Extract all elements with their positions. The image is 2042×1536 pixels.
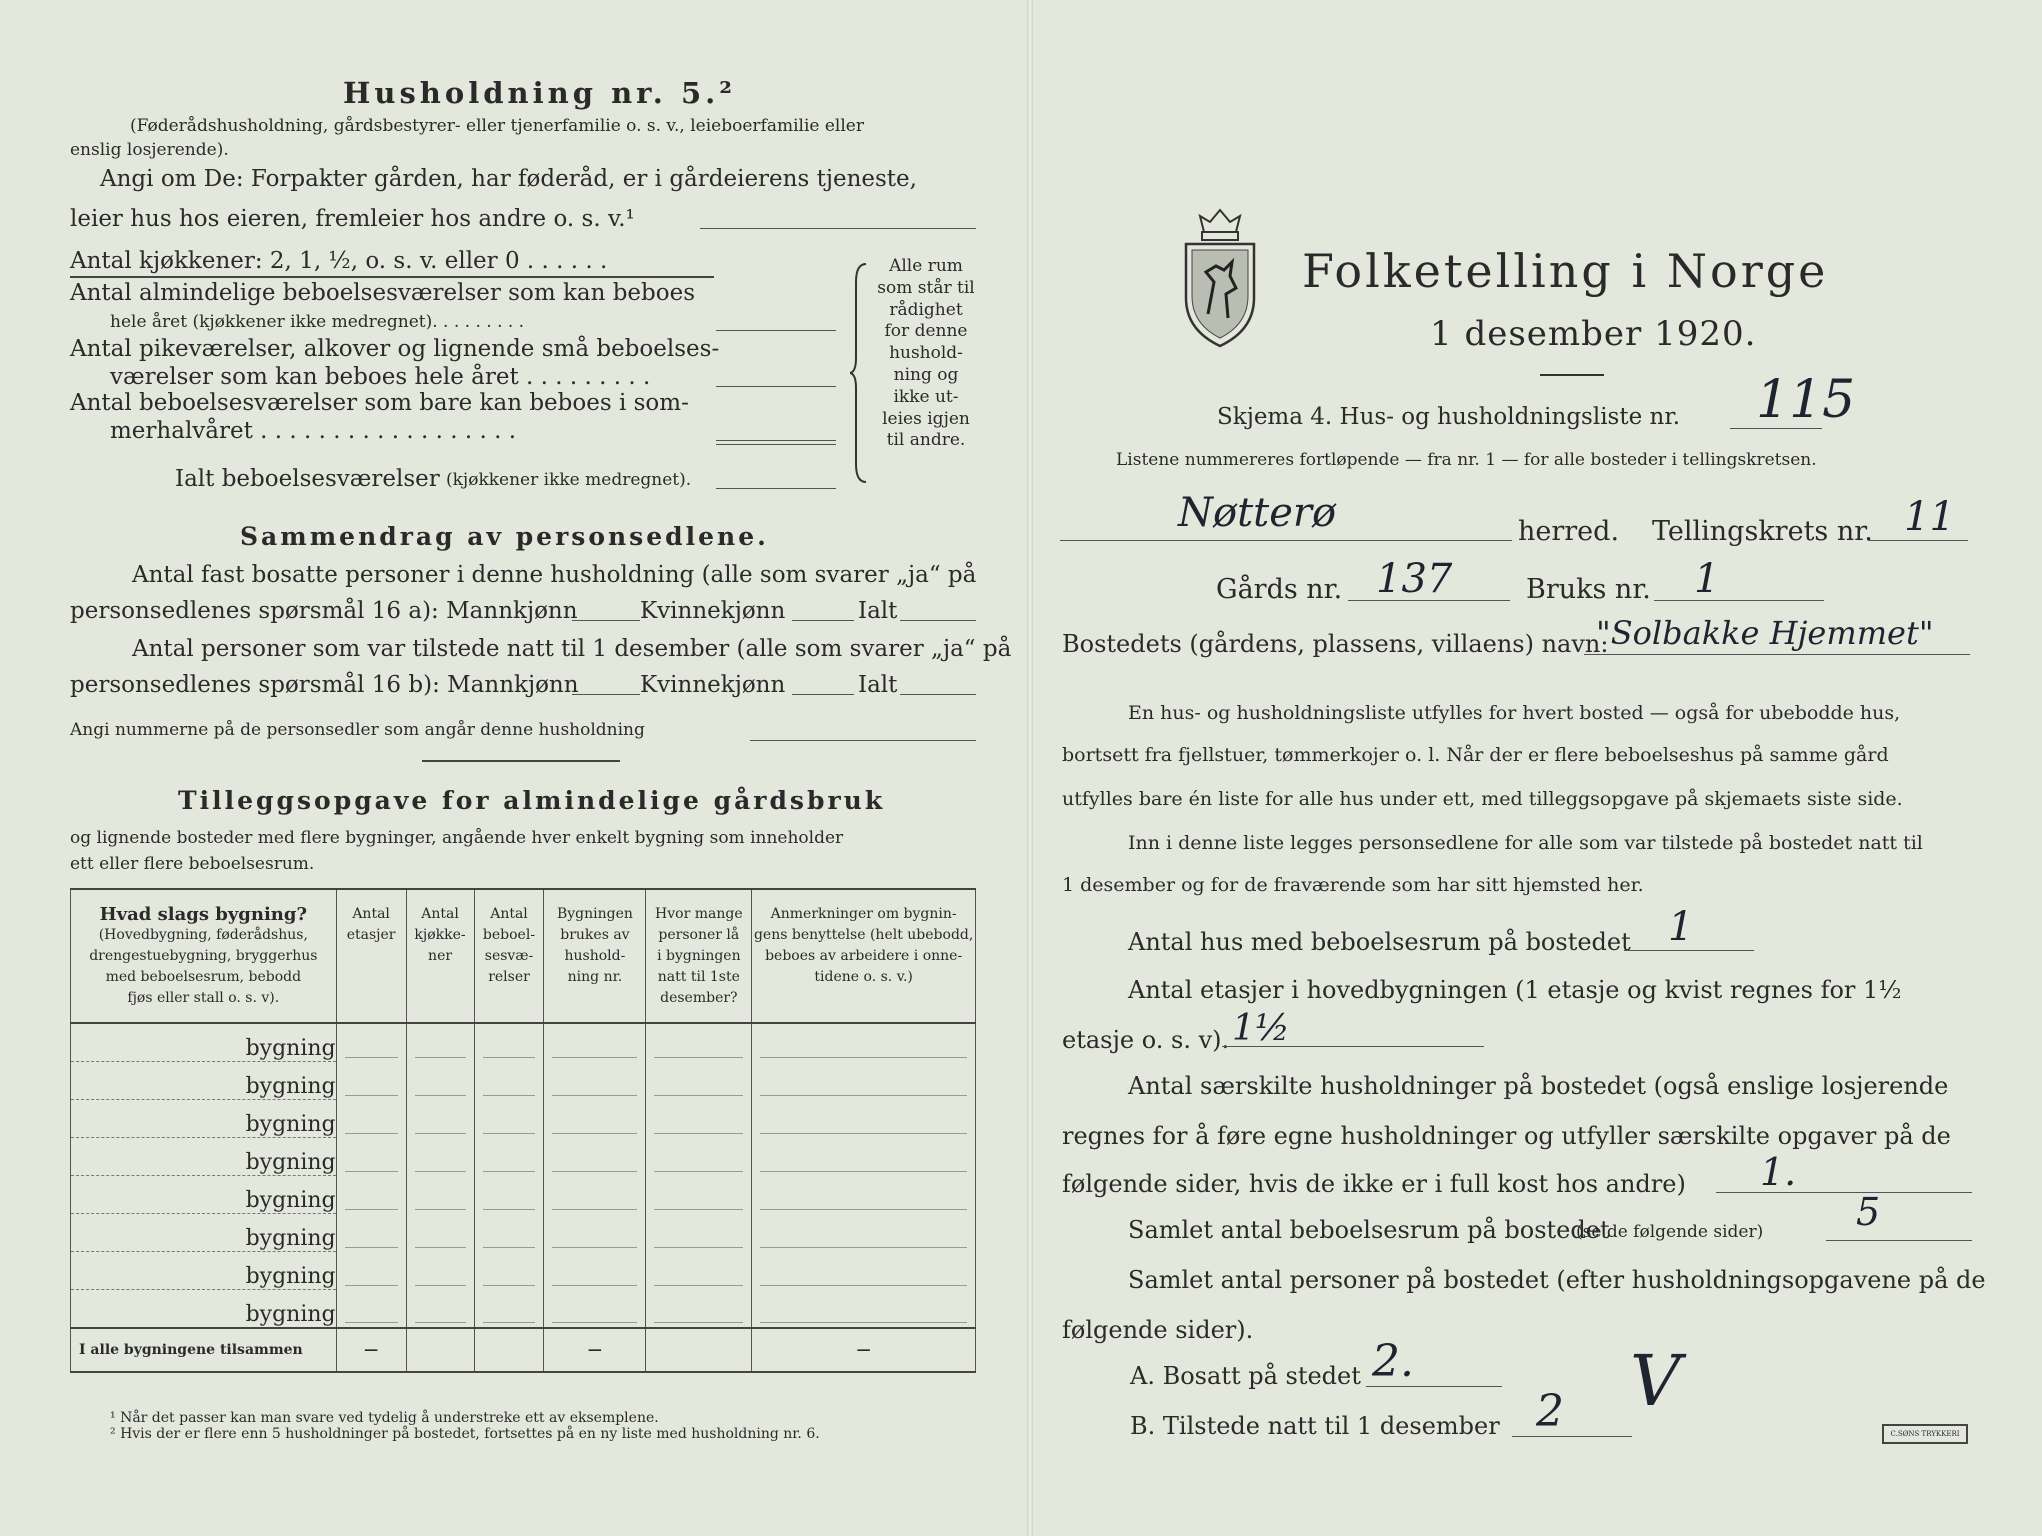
gards-label: Gårds nr. (1216, 574, 1343, 605)
intro-note-2: enslig losjerende). (70, 140, 229, 160)
table-cell[interactable] (336, 1138, 406, 1176)
table-row (71, 1023, 976, 1062)
table-cell[interactable] (752, 1100, 976, 1138)
header-text: drengestuebygning, bryggerhus (89, 948, 318, 964)
summary-1-kvinne: Kvinnekjønn (640, 598, 786, 624)
summary-1a: Antal fast bosatte personer i denne husholdning (alle som svarer „ja“ på (132, 562, 977, 588)
header-text: Antal (352, 906, 390, 922)
total-cell-floors: — (336, 1328, 406, 1372)
bracket-note-line: hushold- (889, 343, 963, 364)
herred-label: herred. (1518, 516, 1620, 547)
intro-note-1: (Føderådshusholdning, gårdsbestyrer- eller tjenerfamilie o. s. v., leieboerfamilie eller (130, 116, 864, 136)
table-body (71, 1023, 976, 1328)
para1-line2: bortsett fra fjellstuer, tømmerkojer o. l. Når der er flere beboelseshus på samme gård (1062, 744, 1889, 766)
header-text: desember? (660, 990, 738, 1006)
persons-line-2: følgende sider). (1062, 1316, 1254, 1344)
rooms-total-note: (se de følgende sider) (1576, 1222, 1764, 1242)
building-label-cell[interactable]: bygning (71, 1023, 337, 1062)
table-cell[interactable] (752, 1176, 976, 1214)
header-text: hushold- (564, 948, 626, 964)
summary-title: Sammendrag av personsedlene. (240, 522, 769, 551)
table-cell[interactable] (406, 1252, 474, 1290)
table-cell[interactable] (336, 1290, 406, 1329)
table-cell[interactable] (406, 1100, 474, 1138)
header-text: beboes av arbeidere i onne- (765, 948, 963, 964)
krets-label: Tellingskrets nr. (1652, 516, 1873, 547)
bosted-label: Bostedets (gårdens, plassens, villaens) navn: (1062, 630, 1609, 658)
persons-line-1: Samlet antal personer på bostedet (efter husholdningsopgavene på de (1128, 1266, 1986, 1294)
table-cell[interactable] (544, 1138, 646, 1176)
bracket-note-line: for denne (884, 321, 968, 342)
table-cell[interactable] (406, 1138, 474, 1176)
farm-intro-1: og lignende bosteder med flere bygninger, angående hver enkelt bygning som inneholder (70, 828, 844, 848)
table-cell[interactable] (752, 1023, 976, 1062)
households-line-1: Antal særskilte husholdninger på bostedet (også enslige losjerende (1128, 1072, 1949, 1100)
table-cell[interactable] (646, 1023, 752, 1062)
question-line-2: leier hus hos eieren, fremleier hos andre o. s. v.¹ (70, 206, 635, 232)
table-header-row (71, 889, 976, 1023)
table-cell[interactable] (336, 1062, 406, 1100)
rooms-year-label-1: Antal almindelige beboelsesværelser som kan beboes (70, 280, 696, 306)
table-cell[interactable] (646, 1062, 752, 1100)
small-rooms-label-1: Antal pikeværelser, alkover og lignende små beboelses- (70, 336, 720, 362)
building-label-cell[interactable]: bygning (71, 1214, 337, 1252)
total-cell-kitchens (406, 1328, 474, 1372)
small-rooms-label-2: værelser som kan beboes hele året . . . . . . . . . (110, 364, 651, 390)
header-text: Hvad slags bygning? (99, 904, 308, 925)
question-line-1: Angi om De: Forpakter gården, har føderåd, er i gårdeierens tjeneste, (100, 166, 917, 192)
total-cell-persons (646, 1328, 752, 1372)
table-cell[interactable] (406, 1023, 474, 1062)
table-cell[interactable] (474, 1023, 544, 1062)
para2-line1: Inn i denne liste legges personsedlene for alle som var tilstede på bostedet natt til (1128, 832, 1923, 854)
table-cell[interactable] (474, 1176, 544, 1214)
header-text: beboel- (482, 927, 536, 943)
bracket-note-line: ikke ut- (893, 386, 959, 407)
gards-value: 137 (1376, 556, 1453, 602)
norway-coat-of-arms-icon (1178, 202, 1262, 350)
table-cell[interactable] (544, 1176, 646, 1214)
table-cell[interactable] (646, 1252, 752, 1290)
table-cell[interactable] (646, 1138, 752, 1176)
table-cell[interactable] (336, 1023, 406, 1062)
para2-line2: 1 desember og for de fraværende som har sitt hjemsted her. (1062, 874, 1644, 896)
header-text: relser (488, 969, 530, 985)
table-row (71, 1138, 976, 1176)
para1-line3: utfylles bare én liste for alle hus under ett, med tilleggsopgave på skjemaets siste side. (1062, 788, 1903, 810)
table-row (71, 1062, 976, 1100)
total-rooms-label: Ialt beboelsesværelser (175, 466, 440, 492)
building-label-cell[interactable]: bygning (71, 1252, 337, 1290)
table-header-cell (406, 889, 474, 1023)
floors-value: 1½ (1232, 1008, 1290, 1049)
header-text: etasjer (346, 927, 396, 943)
schema-label: Skjema 4. Hus- og husholdningsliste nr. (1217, 404, 1681, 430)
header-text: tidene o. s. v.) (814, 969, 913, 985)
krets-value: 11 (1904, 494, 1955, 540)
table-cell[interactable] (752, 1290, 976, 1329)
page-fold (1027, 0, 1033, 1536)
header-text: gens benyttelse (helt ubebodd, (753, 927, 974, 943)
building-label-cell[interactable]: bygning (71, 1176, 337, 1214)
bosted-value: "Solbakke Hjemmet" (1596, 614, 1934, 652)
census-date: 1 desember 1920. (1430, 314, 1757, 354)
table-cell[interactable] (336, 1176, 406, 1214)
summary-2b: personsedlenes spørsmål 16 b): Mannkjønn (70, 672, 579, 698)
bracket-note-line: ning og (893, 364, 959, 385)
table-cell[interactable] (752, 1062, 976, 1100)
header-text: sesvæ- (484, 948, 534, 964)
bracket-note-line: til andre. (886, 430, 966, 451)
households-value: 1. (1760, 1150, 1797, 1194)
present-value: 2 (1536, 1386, 1564, 1437)
table-row (71, 1290, 976, 1329)
table-cell[interactable] (544, 1062, 646, 1100)
floors-line-1: Antal etasjer i hovedbygningen (1 etasje og kvist regnes for 1½ (1128, 976, 1902, 1004)
table-cell[interactable] (406, 1214, 474, 1252)
header-text: natt til 1ste (657, 969, 740, 985)
table-cell[interactable] (474, 1214, 544, 1252)
table-cell[interactable] (544, 1252, 646, 1290)
table-row (71, 1252, 976, 1290)
numbers-line: Angi nummerne på de personsedler som angår denne husholdning (70, 720, 645, 740)
bracket-note (866, 256, 986, 452)
table-header-cell (336, 889, 406, 1023)
header-text: fjøs eller stall o. s. v). (127, 990, 280, 1006)
table-cell[interactable] (544, 1023, 646, 1062)
table-cell[interactable] (752, 1214, 976, 1252)
table-cell[interactable] (752, 1252, 976, 1290)
summary-2a: Antal personer som var tilstede natt til 1 desember (alle som svarer „ja“ på (132, 636, 1012, 662)
table-header-cell (474, 889, 544, 1023)
total-cell-household: — (544, 1328, 646, 1372)
summary-2-ialt: Ialt (858, 672, 898, 698)
table-total-row (71, 1328, 976, 1372)
summary-1b: personsedlenes spørsmål 16 a): Mannkjønn (70, 598, 578, 624)
form-title: Folketelling i Norge (1302, 244, 1829, 298)
table-cell[interactable] (474, 1138, 544, 1176)
table-row (71, 1176, 976, 1214)
total-cell-remarks: — (752, 1328, 976, 1372)
building-label-cell[interactable]: bygning (71, 1290, 337, 1329)
building-label-cell[interactable]: bygning (71, 1100, 337, 1138)
table-header-cell (646, 889, 752, 1023)
header-text: Antal (421, 906, 459, 922)
table-cell[interactable] (474, 1062, 544, 1100)
bracket-note-line: leies igjen (882, 408, 970, 429)
header-text: ning nr. (567, 969, 623, 985)
bruks-label: Bruks nr. (1526, 574, 1651, 605)
table-cell[interactable] (336, 1252, 406, 1290)
header-text: Anmerkninger om bygnin- (770, 906, 957, 922)
header-text: Bygningen (556, 906, 633, 922)
bruks-value: 1 (1694, 556, 1720, 602)
header-text: kjøkke- (414, 927, 466, 943)
table-header-cell (544, 889, 646, 1023)
houses-label: Antal hus med beboelsesrum på bostedet (1128, 928, 1631, 956)
households-line-2: regnes for å føre egne husholdninger og utfyller særskilte opgaver på de (1062, 1122, 1951, 1150)
herred-value: Nøtterø (1178, 490, 1337, 536)
table-cell[interactable] (336, 1100, 406, 1138)
table-cell[interactable] (474, 1100, 544, 1138)
table-cell[interactable] (646, 1214, 752, 1252)
header-text: ner (428, 948, 453, 964)
header-text: brukes av (560, 927, 630, 943)
table-cell[interactable] (406, 1290, 474, 1329)
houses-value: 1 (1668, 904, 1694, 950)
check-mark: V (1630, 1340, 1681, 1422)
summary-2-kvinne: Kvinnekjønn (640, 672, 786, 698)
table-cell[interactable] (474, 1252, 544, 1290)
rooms-total-value: 5 (1856, 1190, 1881, 1234)
table-cell[interactable] (406, 1176, 474, 1214)
summer-rooms-label-2: merhalvåret . . . . . . . . . . . . . . . . . . (110, 418, 517, 444)
farm-title: Tilleggsopgave for almindelige gårdsbruk (178, 786, 886, 815)
table-cell[interactable] (646, 1290, 752, 1329)
table-cell[interactable] (752, 1138, 976, 1176)
total-cell-rooms (474, 1328, 544, 1372)
header-text: med beboelsesrum, bebodd (105, 969, 302, 985)
table-cell[interactable] (336, 1214, 406, 1252)
header-text: personer lå (658, 927, 740, 943)
table-cell[interactable] (646, 1176, 752, 1214)
bracket-note-line: som står til (877, 277, 975, 298)
bracket-note-line: rådighet (889, 299, 963, 320)
header-text: Hvor mange (655, 906, 743, 922)
table-header-cell (752, 889, 976, 1023)
rooms-year-label-2: hele året (kjøkkener ikke medregnet). . . . . . . . . (110, 312, 525, 332)
table-cell[interactable] (474, 1290, 544, 1329)
table-cell[interactable] (544, 1100, 646, 1138)
building-label-cell[interactable]: bygning (71, 1138, 337, 1176)
numbering-note: Listene nummereres fortløpende — fra nr. 1 — for alle bosteder i tellingskretsen. (1116, 450, 1817, 470)
header-text: i bygningen (657, 948, 741, 964)
buildings-table (70, 888, 976, 1373)
printer-stamp: C.SØNS TRYKKERI (1882, 1424, 1968, 1444)
header-text: Antal (490, 906, 528, 922)
total-row-label: I alle bygningene tilsammen (71, 1328, 337, 1372)
bracket-note-line: Alle rum (889, 256, 963, 276)
table-row (71, 1214, 976, 1252)
resident-value: 2. (1372, 1336, 1414, 1387)
floors-line-2: etasje o. s. v). (1062, 1026, 1230, 1054)
para1-line1: En hus- og husholdningsliste utfylles for hvert bosted — også for ubebodde hus, (1128, 702, 1901, 724)
footnote-2: ² Hvis der er flere enn 5 husholdninger på bostedet, fortsettes på en ny liste med husholdning nr. 6. (110, 1426, 820, 1442)
summer-rooms-label-1: Antal beboelsesværelser som bare kan beboes i som- (70, 390, 689, 416)
farm-intro-2: ett eller flere beboelsesrum. (70, 854, 315, 874)
summary-1-ialt: Ialt (858, 598, 898, 624)
table-cell[interactable] (406, 1062, 474, 1100)
households-line-3: følgende sider, hvis de ikke er i full kost hos andre) (1062, 1170, 1686, 1198)
household-title: Husholdning nr. 5.² (343, 76, 736, 110)
total-rooms-note: (kjøkkener ikke medregnet). (446, 470, 692, 490)
kitchens-label: Antal kjøkkener: 2, 1, ½, o. s. v. eller 0 . . . . . . (70, 248, 608, 274)
resident-label: A. Bosatt på stedet (1130, 1362, 1361, 1390)
present-label: B. Tilstede natt til 1 desember (1130, 1412, 1500, 1440)
list-number: 115 (1756, 370, 1856, 430)
rooms-total-label: Samlet antal beboelsesrum på bostedet (1128, 1216, 1610, 1244)
header-text: (Hovedbygning, føderådshus, (98, 927, 308, 943)
table-row (71, 1100, 976, 1138)
table-cell[interactable] (646, 1100, 752, 1138)
table-cell[interactable] (544, 1214, 646, 1252)
building-label-cell[interactable]: bygning (71, 1062, 337, 1100)
table-header-cell (71, 889, 337, 1023)
table-cell[interactable] (544, 1290, 646, 1329)
footnote-1: ¹ Når det passer kan man svare ved tydelig å understreke ett av eksemplene. (110, 1410, 659, 1426)
